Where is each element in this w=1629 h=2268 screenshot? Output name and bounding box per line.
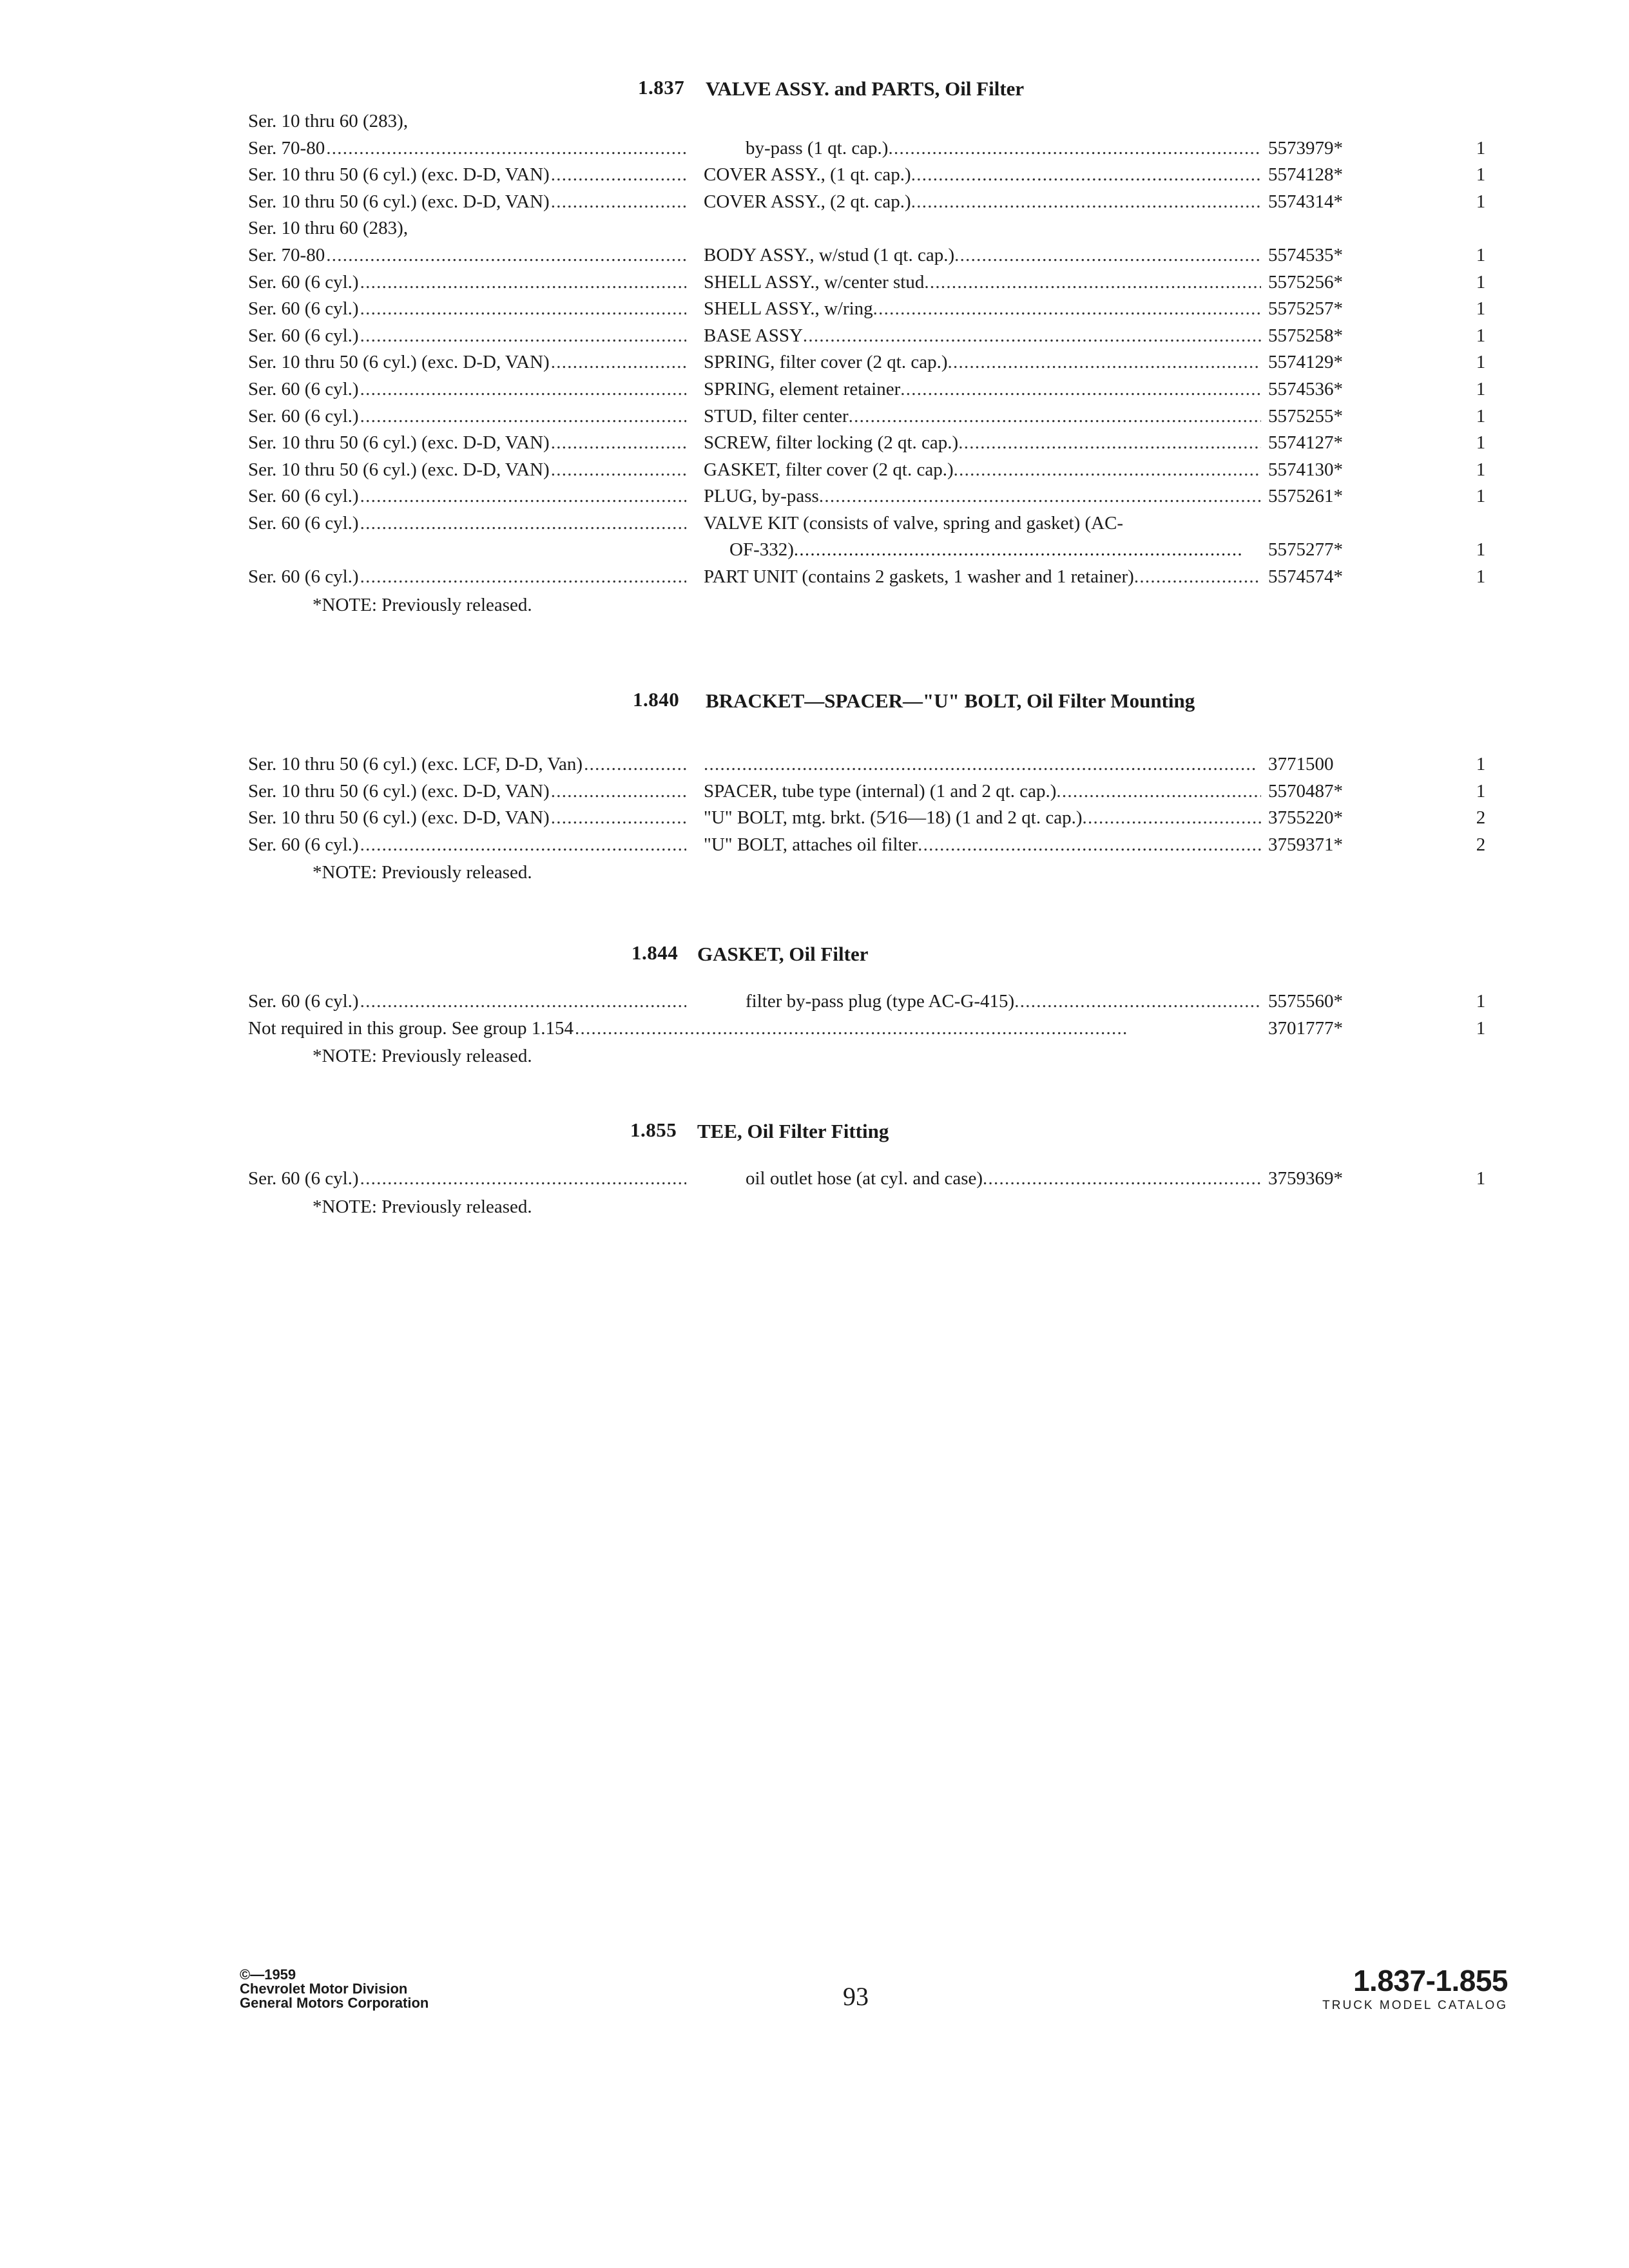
description-cell [704,483,1261,510]
application-text: Ser. 60 (6 cyl.) [248,566,359,587]
table-row [238,108,1514,135]
description-continuation: OF-332) . . . [704,537,1261,563]
parts-table [238,988,1514,1042]
section-heading [238,941,1514,967]
application-cell [248,1015,1266,1042]
part-number: 3771500 [1268,754,1334,774]
application-cell [248,269,686,296]
quantity: 1 [1476,378,1486,399]
quantity: 2 [1476,807,1486,829]
part-number: 3701777* [1268,1017,1343,1039]
part-number: 5573979* [1268,137,1343,159]
section-number: 1.840 [633,688,680,711]
application-text: Ser. 60 (6 cyl.) [248,378,359,399]
section-title: GASKET, Oil Filter [697,943,869,965]
application-cell [248,296,686,322]
table-row [238,269,1514,296]
table-row [238,403,1514,430]
quantity: 1 [1476,459,1486,480]
section-number: 1.855 [630,1119,677,1141]
application-text: Ser. 10 thru 50 (6 cyl.) (exc. D-D, VAN) [248,432,550,454]
table-row [238,376,1514,403]
section-1-837 [238,76,1514,619]
description-cell [704,832,1261,858]
table-row [238,483,1514,510]
description-text: COVER ASSY., (2 qt. cap.) [704,191,911,212]
description-cell [704,430,1261,456]
quantity: 1 [1476,432,1486,454]
description-cell [704,189,1261,215]
application-text: Ser. 10 thru 60 (283), [248,111,409,131]
catalog-name: TRUCK MODEL CATALOG [1322,1999,1508,2012]
part-number: 5574128* [1268,164,1343,186]
publisher-block [240,1968,429,2010]
quantity: 1 [1476,137,1486,159]
description-cell [704,988,1261,1015]
table-row [238,215,1514,242]
description-cell [704,751,1261,778]
application-cell [248,988,686,1015]
quantity: 1 [1476,486,1486,507]
application-text: Ser. 10 thru 50 (6 cyl.) (exc. D-D, VAN) [248,164,550,186]
table-row [238,189,1514,216]
copyright-line: ©—1959 [240,1966,296,1983]
application-text: Ser. 10 thru 50 (6 cyl.) (exc. D-D, VAN) [248,780,550,802]
table-row [238,832,1514,859]
description-text: SPRING, element retainer [704,378,901,399]
corporation-line: General Motors Corporation [240,1995,429,2011]
description-text: PART UNIT (contains 2 gaskets, 1 washer and 1 retainer) [704,566,1134,587]
description-cell [704,376,1261,403]
application-text: Ser. 10 thru 50 (6 cyl.) (exc. D-D, VAN) [248,459,550,480]
application-text: Ser. 70-80 [248,137,325,159]
description-text: GASKET, filter cover (2 qt. cap.) [704,459,954,480]
application-text: Ser. 60 (6 cyl.) [248,486,359,507]
table-row [238,988,1514,1015]
application-cell [248,108,686,135]
description-text: BASE ASSY [704,325,803,346]
application-text: Ser. 10 thru 60 (283), [248,218,409,239]
section-heading [238,688,1514,738]
quantity: 1 [1476,1017,1486,1039]
part-number: 5574127* [1268,432,1343,454]
application-cell [248,376,686,403]
description-cell [704,242,1261,269]
parts-table [238,751,1514,858]
part-number: 5575255* [1268,405,1343,427]
description-cell [704,162,1261,188]
description-text: SPACER, tube type (internal) (1 and 2 qt. cap.) [704,780,1057,802]
table-row [238,323,1514,350]
application-cell [248,510,686,537]
parts-table [238,1166,1514,1193]
part-number: 5575257* [1268,298,1343,320]
table-row [238,349,1514,376]
table-row [238,430,1514,457]
application-text: Ser. 60 (6 cyl.) [248,1168,359,1189]
description-cell [704,564,1261,590]
application-cell [248,832,686,858]
application-cell [248,430,686,456]
description-cell [704,403,1261,430]
part-number: 5574129* [1268,352,1343,373]
description-text: SHELL ASSY., w/center stud [704,271,925,293]
quantity: 1 [1476,244,1486,265]
application-cell [248,242,686,269]
application-text: Ser. 60 (6 cyl.) [248,405,359,427]
description-cell [704,135,1261,162]
application-cell [248,1166,686,1192]
part-number: 5574130* [1268,459,1343,480]
table-row [238,751,1514,778]
application-text: Ser. 10 thru 50 (6 cyl.) (exc. D-D, VAN) [248,807,550,829]
section-heading [238,76,1514,102]
description-text: SPRING, filter cover (2 qt. cap.) [704,352,948,373]
description-text: STUD, filter center [704,405,849,427]
page-number: 93 [843,1982,869,2011]
part-number: 5575261* [1268,486,1343,507]
description-cell [704,805,1261,831]
part-number: 5570487* [1268,780,1343,802]
application-cell [248,349,686,376]
application-cell [248,805,686,831]
part-number: 3755220* [1268,807,1343,829]
application-text: Ser. 60 (6 cyl.) [248,512,359,533]
application-cell [248,483,686,510]
application-cell [248,457,686,483]
description-text: "U" BOLT, attaches oil filter [704,834,918,855]
quantity: 1 [1476,405,1486,427]
part-number: 5575277* [1268,539,1343,560]
part-number: 5575258* [1268,325,1343,346]
section-title: TEE, Oil Filter Fitting [697,1120,889,1142]
section-1-855 [238,1119,1514,1221]
application-text: Ser. 10 thru 50 (6 cyl.) (exc. LCF, D-D, Van) [248,754,583,774]
quantity: 1 [1476,191,1486,212]
quantity: 1 [1476,164,1486,186]
quantity: 2 [1476,834,1486,855]
table-row [238,805,1514,832]
table-row [238,457,1514,484]
description-cell [704,510,1261,563]
description-text: "U" BOLT, mtg. brkt. (5⁄16—18) (1 and 2 qt. cap.) [704,807,1083,829]
quantity: 1 [1476,991,1486,1012]
part-number: 3759371* [1268,834,1343,855]
quantity: 1 [1476,566,1486,587]
parts-table [238,108,1514,591]
part-number: 5574536* [1268,378,1343,399]
application-text: Ser. 10 thru 50 (6 cyl.) (exc. D-D, VAN) [248,352,550,373]
section-number: 1.844 [631,941,679,964]
description-text: filter by-pass plug (type AC-G-415) [746,991,1015,1012]
description-text: SCREW, filter locking (2 qt. cap.) [704,432,959,454]
description-text: BODY ASSY., w/stud (1 qt. cap.) [704,244,955,265]
table-row [238,296,1514,323]
section-1-840 [238,688,1514,887]
table-row [238,242,1514,269]
description-text: COVER ASSY., (1 qt. cap.) [704,164,911,186]
table-row [238,135,1514,162]
application-text: Ser. 70-80 [248,244,325,265]
quantity: 1 [1476,352,1486,373]
section-1-844 [238,941,1514,1070]
application-cell [248,564,686,590]
application-cell [248,403,686,430]
application-cell [248,778,686,805]
description-text: oil outlet hose (at cyl. and case) [746,1168,983,1189]
part-number: 5574574* [1268,566,1343,587]
description-cell [704,323,1261,349]
group-range: 1.837-1.855 [1353,1964,1508,1997]
quantity: 1 [1476,754,1486,774]
part-number: 5575256* [1268,271,1343,293]
description-cell [704,457,1261,483]
table-row [238,1015,1514,1043]
part-number: 5574535* [1268,244,1343,265]
description-cell [704,269,1261,296]
application-text: Ser. 60 (6 cyl.) [248,271,359,293]
section-note: *NOTE: Previously released. [313,862,532,883]
description-cell [704,778,1261,805]
application-cell [248,751,686,778]
catalog-range-block [1263,1964,1508,2014]
description-text: VALVE KIT (consists of valve, spring and gasket) (AC- [704,512,1124,533]
application-text: Ser. 60 (6 cyl.) [248,298,359,320]
application-text: Ser. 60 (6 cyl.) [248,991,359,1012]
application-cell [248,135,686,162]
description-text: SHELL ASSY., w/ring [704,298,873,320]
application-text: Not required in this group. See group 1.154 [248,1017,574,1039]
description-cell [704,349,1261,376]
application-cell [248,162,686,188]
description-text: by-pass (1 qt. cap.) [746,137,889,159]
quantity: 1 [1476,780,1486,802]
section-title: BRACKET—SPACER—"U" BOLT, Oil Filter Mounting [706,689,1195,712]
quantity: 1 [1476,298,1486,320]
application-cell [248,323,686,349]
quantity: 1 [1476,539,1486,560]
description-cell [704,1166,1261,1192]
table-row [238,778,1514,805]
table-row [238,1166,1514,1193]
part-number: 3759369* [1268,1168,1343,1189]
part-number: 5574314* [1268,191,1343,212]
application-text: Ser. 60 (6 cyl.) [248,325,359,346]
application-cell [248,189,686,215]
quantity: 1 [1476,271,1486,293]
quantity: 1 [1476,325,1486,346]
section-number: 1.837 [638,76,685,99]
table-row [238,564,1514,591]
description-text: PLUG, by-pass [704,486,819,507]
section-title: VALVE ASSY. and PARTS, Oil Filter [706,77,1025,100]
section-note: *NOTE: Previously released. [313,1046,532,1067]
table-row [238,510,1514,564]
description-cell [704,296,1261,322]
application-cell [248,215,686,242]
part-number: 5575560* [1268,991,1343,1012]
section-heading [238,1119,1514,1144]
section-note: *NOTE: Previously released. [313,594,532,615]
division-line: Chevrolet Motor Division [240,1981,408,1997]
application-text: Ser. 60 (6 cyl.) [248,834,359,855]
section-note: *NOTE: Previously released. [313,1196,532,1217]
quantity: 1 [1476,1168,1486,1189]
table-row [238,162,1514,189]
application-text: Ser. 10 thru 50 (6 cyl.) (exc. D-D, VAN) [248,191,550,212]
